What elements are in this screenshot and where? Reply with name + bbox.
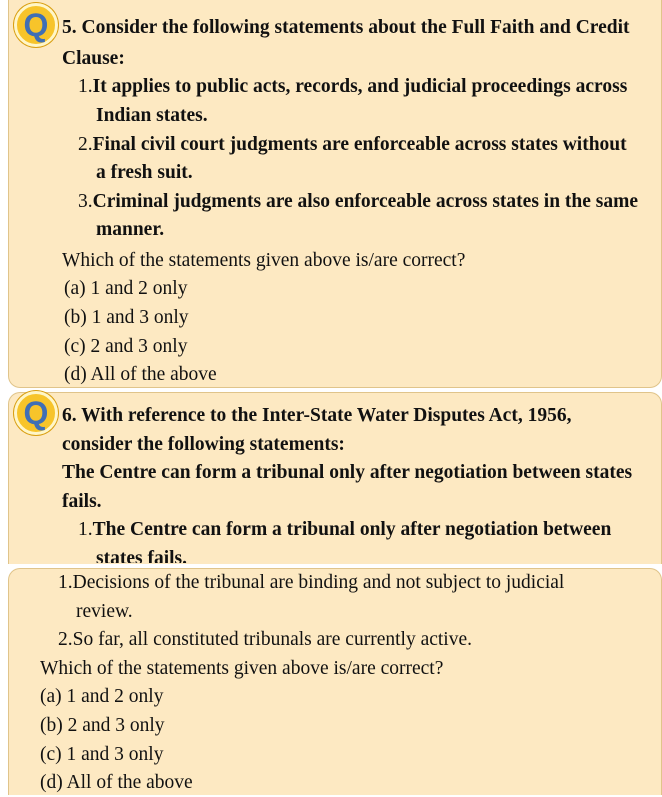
q7-option-b: (b) 2 and 3 only [40, 715, 165, 736]
q5-statement-1-cont: Indian states. [96, 105, 208, 126]
q7-option-a: (a) 1 and 2 only [40, 686, 164, 707]
q5-prompt: Which of the statements given above is/are correct? [62, 250, 466, 271]
q5-statement-2: 2.Final civil court judgments are enforceable across states without [78, 134, 627, 155]
q7-statement-2: 2.So far, all constituted tribunals are currently active. [58, 629, 472, 650]
q7-statement-1-cont: review. [76, 601, 133, 622]
question-badge-icon: Q [14, 3, 58, 47]
q5-statement-2-cont: a fresh suit. [96, 162, 193, 183]
q6-note-line-2: fails. [62, 491, 102, 512]
q5-option-a: (a) 1 and 2 only [64, 278, 188, 299]
q5-option-d: (d) All of the above [64, 364, 217, 385]
q5-option-b: (b) 1 and 3 only [64, 307, 189, 328]
q5-question-line-1: 5. Consider the following statements about the Full Faith and Credit [62, 17, 630, 38]
q5-question-line-2: Clause: [62, 48, 125, 69]
q5-statement-3: 3.Criminal judgments are also enforceable across states in the same [78, 191, 639, 212]
question-badge-icon: Q [14, 391, 58, 435]
q5-statement-3-cont: manner. [96, 219, 165, 240]
q7-option-d: (d) All of the above [40, 772, 193, 793]
q7-prompt: Which of the statements given above is/are correct? [40, 658, 444, 679]
q6-question-line-1: 6. With reference to the Inter-State Water Disputes Act, 1956, [62, 405, 572, 426]
q7-statement-1: 1.Decisions of the tribunal are binding and not subject to judicial [58, 572, 565, 593]
q5-option-c: (c) 2 and 3 only [64, 336, 188, 357]
q6-statement-1-cont: states fails. [96, 548, 187, 563]
q6-statement-1: 1.The Centre can form a tribunal only after negotiation between [78, 519, 612, 540]
q5-statement-1: 1.It applies to public acts, records, and judicial proceedings across [78, 76, 628, 97]
q7-option-c: (c) 1 and 3 only [40, 744, 164, 765]
q6-question-line-2: consider the following statements: [62, 434, 345, 455]
q6-note-line-1: The Centre can form a tribunal only after negotiation between states [62, 462, 633, 483]
